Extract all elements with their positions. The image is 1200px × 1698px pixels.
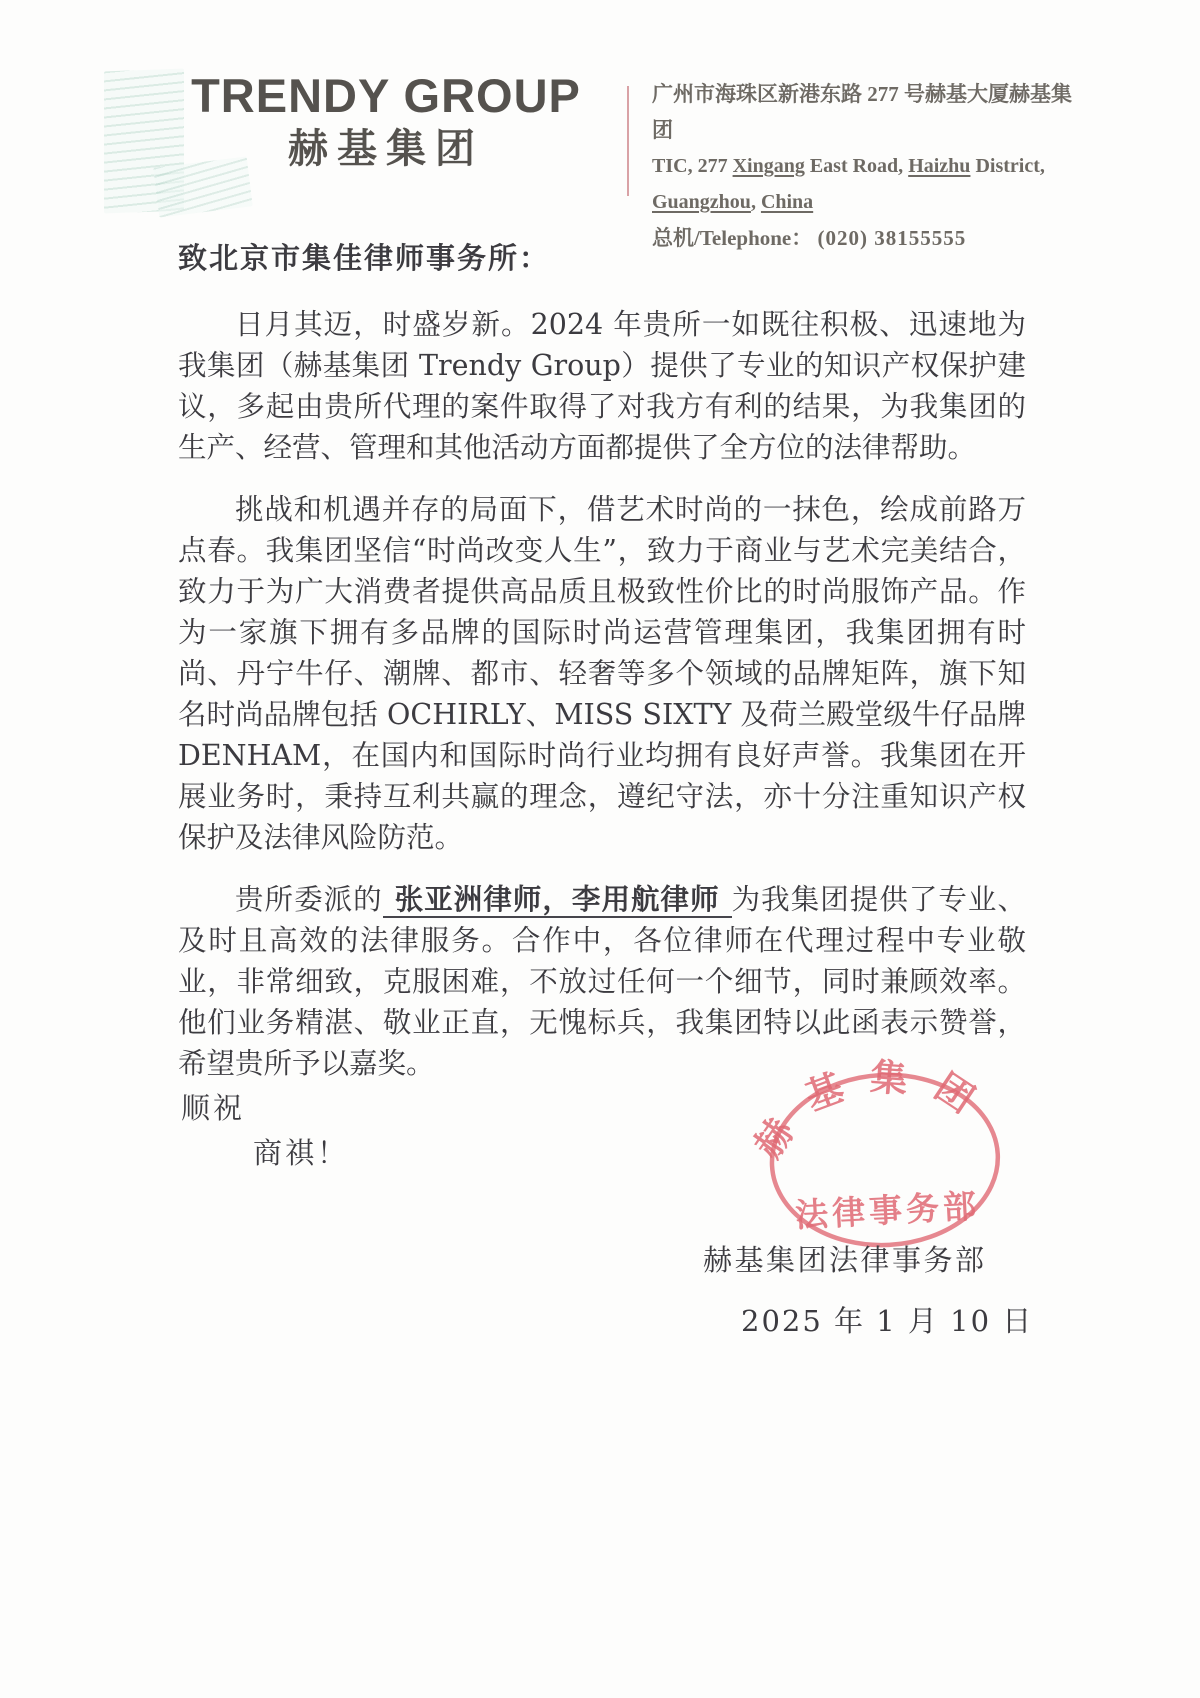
telephone-label: 总机/Telephone： <box>652 226 813 250</box>
address-line-en <box>652 148 1072 220</box>
company-name-en: TRENDY GROUP <box>191 69 581 122</box>
stamp-arc-text: 赫基集团 <box>745 1054 1003 1166</box>
address-en-part: East Road, <box>804 155 909 177</box>
letterhead-address <box>652 76 1072 256</box>
salutation: 致北京市集佳律师事务所： <box>178 241 551 275</box>
paragraph-3-prefix: 贵所委派的 <box>235 883 383 916</box>
telephone-line <box>652 220 1072 256</box>
closing-line-1: 顺祝 <box>181 1091 246 1125</box>
paragraph-1: 日月其迈，时盛岁新。2024 年贵所一如既往积极、迅速地为我集团（赫基集团 Trendy Group）提供了专业的知识产权保护建议，多起由贵所代理的案件取得了对我方有利的结果，为我集团的生产、经营、管理和其他活动方面都提供了全方位的法律帮助。 <box>178 308 1026 464</box>
paragraph-3-suffix: 为我集团提供了专业、及时且高效的法律服务。合作中，各位律师在代理过程中专业敬业，非常细致，克服困难，不放过任何一个细节，同时兼顾效率。他们业务精湛、敬业正直，无愧标兵，我集团特以此函表示赞誉，希望贵所予以嘉奖。 <box>178 883 1026 1080</box>
address-en-part: District, <box>970 155 1045 177</box>
letter-date: 2025 年 1 月 10 日 <box>741 1304 1034 1338</box>
svg-text:赫基集团 <box>744 1048 1005 1168</box>
address-en-part: Xingang <box>732 155 805 177</box>
address-en-part: , <box>750 191 761 213</box>
closing-line-2: 商祺！ <box>253 1136 350 1170</box>
header-divider <box>627 86 629 196</box>
address-en-part: Guangzhou <box>652 191 751 213</box>
address-line-zh: 广州市海珠区新港东路 277 号赫基大厦赫基集团 <box>652 82 1072 142</box>
address-en-part: China <box>760 191 814 213</box>
address-en-part: Haizhu <box>908 155 971 177</box>
company-name-zh: 赫基集团 <box>288 127 484 171</box>
lawyer-names-underlined: 张亚洲律师，李用航律师 <box>383 882 732 918</box>
signature-department: 赫基集团法律事务部 <box>703 1243 987 1277</box>
stamp-department-text: 法律事务部 <box>794 1186 981 1235</box>
company-logo <box>188 70 584 174</box>
paragraph-2: 挑战和机遇并存的局面下，借艺术时尚的一抹色，绘成前路万点春。我集团坚信“时尚改变人生”，致力于商业与艺术完美结合，致力于为广大消费者提供高品质且极致性价比的时尚服饰产品。作为一家旗下拥有多品牌的国际时尚运营管理集团，我集团拥有时尚、丹宁牛仔、潮牌、都市、轻奢等多个领域的品牌矩阵，旗下知名时尚品牌包括 OCHIRLY、MISS SIXTY 及荷兰殿堂级牛仔品牌 DENHAM，在国内和国际时尚行业均拥有良好声誉。我集团在开展业务时，秉持互利共赢的理念，遵纪守法，亦十分注重知识产权保护及法律风险防范。 <box>178 493 1026 854</box>
address-en-part: TIC, 277 <box>652 155 733 177</box>
telephone-number: (020) 38155555 <box>817 226 967 250</box>
letter-body <box>178 304 1026 1105</box>
